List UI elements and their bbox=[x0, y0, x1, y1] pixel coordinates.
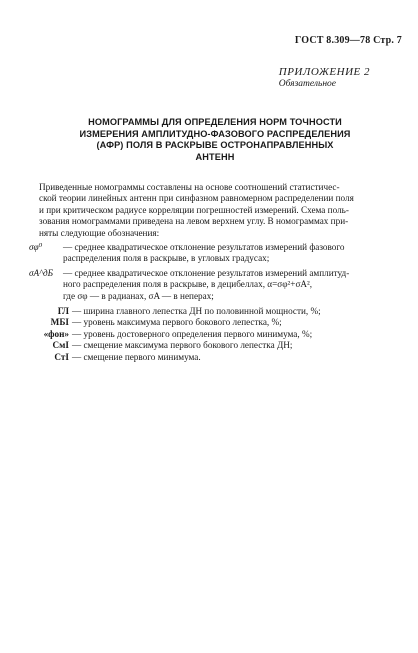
definition-line: распределения поля в раскрыве, в угловых градусах; bbox=[63, 253, 270, 264]
intro-line: зования номограммами приведена на левом верхнем углу. В номограммах при- bbox=[39, 216, 349, 227]
title-line: АНТЕНН bbox=[195, 151, 235, 162]
legend-text: — смещение максимума первого бокового лепестка ДН; bbox=[72, 340, 293, 351]
definition-amplitude bbox=[29, 268, 389, 302]
definition-phase bbox=[29, 242, 389, 265]
title-line: НОМОГРАММЫ ДЛЯ ОПРЕДЕЛЕНИЯ НОРМ ТОЧНОСТИ bbox=[88, 117, 342, 127]
intro-paragraph bbox=[29, 182, 389, 239]
legend-item bbox=[29, 329, 389, 340]
legend-list bbox=[29, 306, 389, 363]
legend-item bbox=[29, 340, 389, 351]
appendix-block bbox=[279, 66, 370, 89]
legend-text: — уровень достоверного определения первого минимума, %; bbox=[72, 328, 313, 339]
intro-line: Приведенные номограммы составлены на основе соотношений статистичес- bbox=[39, 182, 340, 192]
appendix-title: ПРИЛОЖЕНИЕ 2 bbox=[278, 66, 370, 78]
document-body bbox=[29, 182, 389, 363]
definition-line: — среднее квадратическое отклонение результатов измерений амплитуд- bbox=[63, 267, 350, 278]
document-title bbox=[70, 117, 360, 163]
page-header: ГОСТ 8.309—78 Стр. 7 bbox=[294, 35, 402, 46]
definition-line: ного распределения поля в раскрыве, в децибеллах, α=σφ²+σA², bbox=[63, 279, 313, 290]
intro-line: няты следующие обозначения: bbox=[39, 227, 160, 238]
legend-item bbox=[29, 352, 389, 363]
appendix-subtitle: Обязательное bbox=[278, 79, 337, 89]
legend-key: МБІ bbox=[50, 317, 69, 328]
definition-term: σφ⁰ bbox=[29, 242, 43, 253]
definition-line: где σφ — в радианах, σA — в неперах; bbox=[63, 290, 214, 301]
definition-line: — среднее квадратическое отклонение результатов измерений фазового bbox=[63, 242, 345, 253]
definition-term: σA^дБ bbox=[29, 267, 54, 278]
legend-key: СтІ bbox=[54, 351, 69, 362]
title-line: ИЗМЕРЕНИЯ АМПЛИТУДНО-ФАЗОВОГО РАСПРЕДЕЛЕНИЯ bbox=[79, 128, 351, 139]
definition-body bbox=[63, 268, 389, 302]
legend-key: «фон» bbox=[43, 328, 69, 339]
legend-text: — ширина главного лепестка ДН по половинной мощности, %; bbox=[72, 306, 321, 317]
legend-key: СмІ bbox=[52, 340, 69, 351]
intro-line: и при критическом радиусе корреляции погрешностей измерений. Схема поль- bbox=[39, 204, 349, 215]
definition-body bbox=[63, 242, 389, 265]
legend-item bbox=[29, 317, 389, 328]
legend-text: — уровень максимума первого бокового лепестка, %; bbox=[72, 317, 282, 328]
intro-line: ской теории линейных антенн при синфазном равномерном распределении поля bbox=[39, 193, 354, 204]
legend-text: — смещение первого минимума. bbox=[72, 351, 201, 362]
legend-key: ГЛ bbox=[57, 306, 69, 317]
legend-item bbox=[29, 306, 389, 317]
title-line: (АФР) ПОЛЯ В РАСКРЫВЕ ОСТРОНАПРАВЛЕННЫХ bbox=[96, 140, 334, 151]
